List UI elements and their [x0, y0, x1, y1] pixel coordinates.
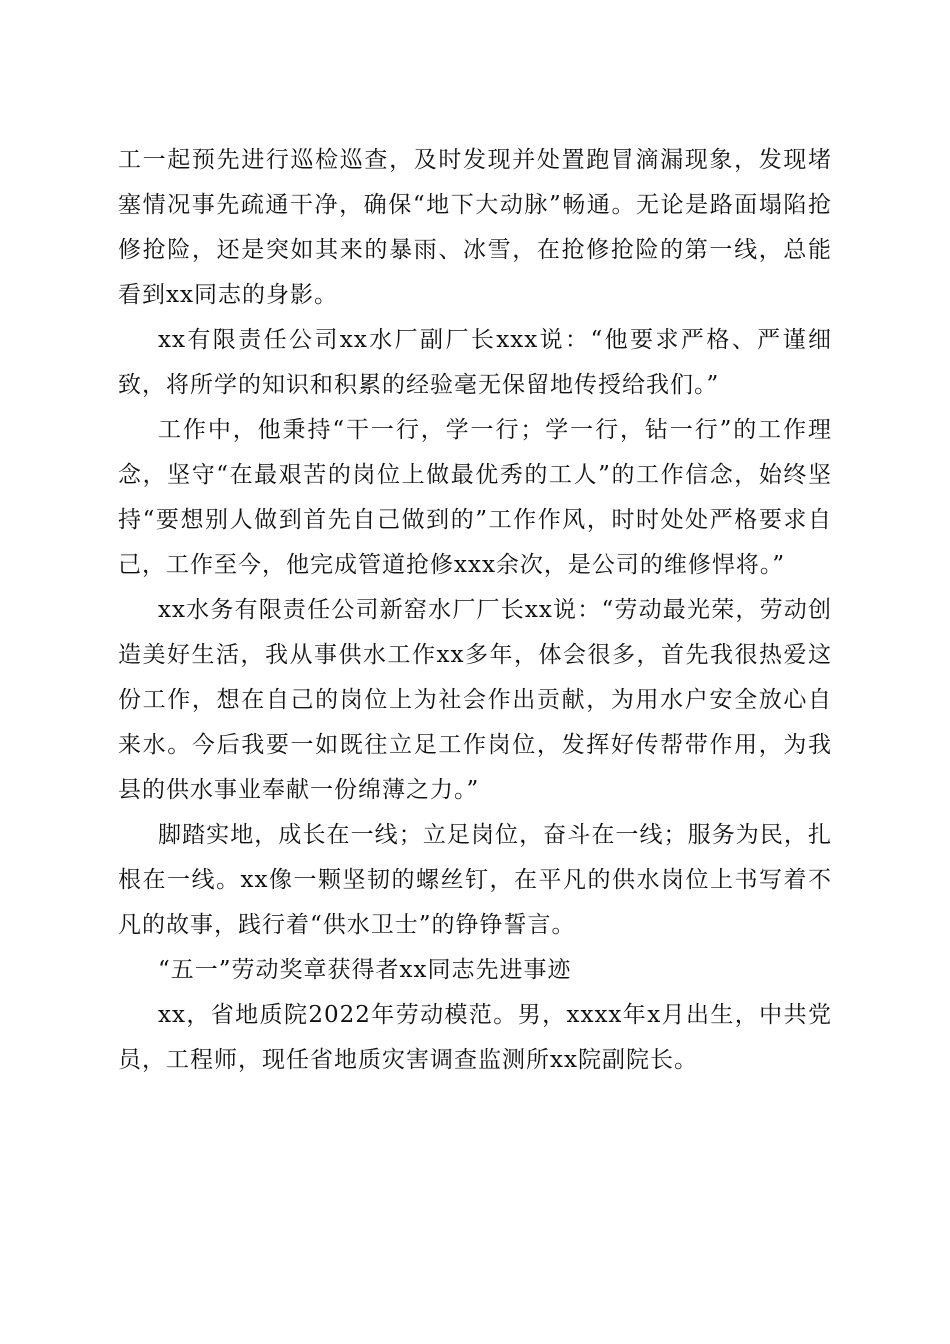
paragraph-profile: xx，省地质院2022年劳动模范。男，xxxx年x月出生，中共党员，工程师，现任省地质灾害调查监测所xx院副院长。 [118, 1002, 832, 1073]
paragraph-continuation: 工一起预先进行巡检巡查，及时发现并处置跑冒滴漏现象，发现堵塞情况事先疏通干净，确保“地下大动脉”畅通。无论是路面塌陷抢修抢险，还是突如其来的暴雨、冰雪，在抢修抢险的第一线，总能看到xx同志的身影。 [118, 147, 832, 308]
paragraph-quote-deputy-manager: xx有限责任公司xx水厂副厂长xxx说：“他要求严格、严谨细致，将所学的知识和积累的经验毫无保留地传授给我们。” [118, 327, 832, 398]
paragraph-summary: 脚踏实地，成长在一线；立足岗位，奋斗在一线；服务为民，扎根在一线。xx像一颗坚韧的螺丝钉，在平凡的供水岗位上书写着不凡的故事，践行着“供水卫士”的铮铮誓言。 [118, 822, 832, 938]
paragraph-quote-plant-manager: xx水务有限责任公司新窑水厂厂长xx说：“劳动最光荣，劳动创造美好生活，我从事供水工作xx多年，体会很多，首先我很热爱这份工作，想在自己的岗位上为社会作出贡献，为用水户安全放心自来水。今后我要一如既往立足工作岗位，发挥好传帮带作用，为我县的供水事业奉献一份绵薄之力。” [118, 597, 832, 803]
document-body [118, 138, 832, 1083]
section-heading: “五一”劳动奖章获得者xx同志先进事迹 [158, 957, 572, 983]
paragraph-work-philosophy: 工作中，他秉持“干一行，学一行；学一行，钻一行”的工作理念，坚守“在最艰苦的岗位上做最优秀的工人”的工作信念，始终坚持“要想别人做到首先自己做到的”工作作风，时时处处严格要求自己，工作至今，他完成管道抢修xxx余次，是公司的维修悍将。” [118, 417, 832, 578]
